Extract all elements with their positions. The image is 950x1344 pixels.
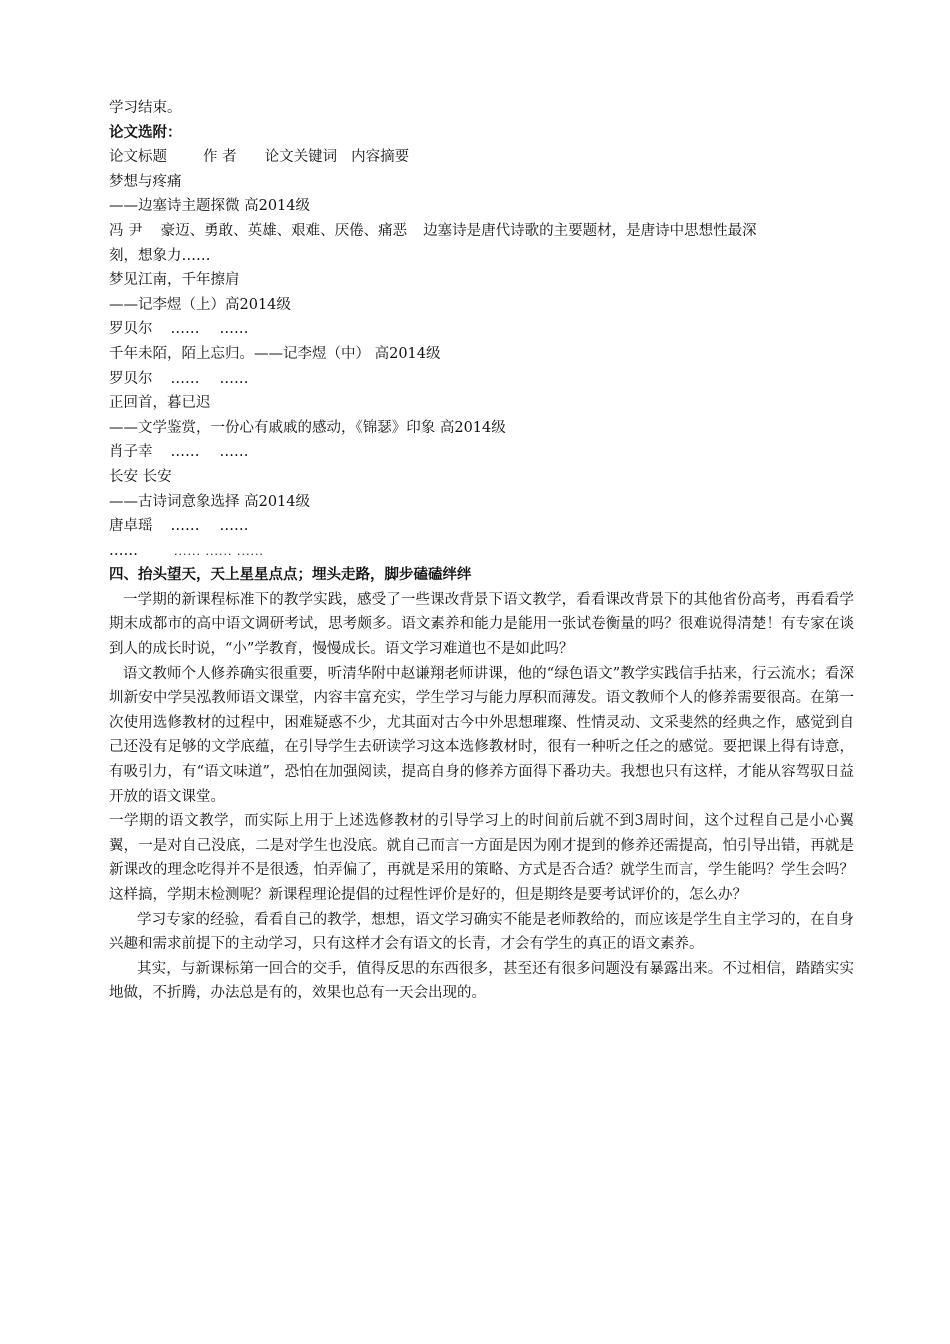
paper-author: 冯 尹	[109, 222, 143, 239]
header-title: 论文标题	[109, 149, 167, 166]
header-author: 作 者	[203, 149, 237, 166]
appendix-heading: 论文选附：	[109, 124, 182, 141]
paper-row	[109, 317, 854, 342]
paper-row	[109, 440, 854, 465]
ellipsis-row	[109, 539, 854, 564]
paper-subtitle: ——文学鉴赏，一份心有戚戚的感动，《锦瑟》印象 高2014级	[109, 419, 506, 436]
table-header	[109, 145, 854, 170]
paper-title: 正回首，暮已迟	[109, 395, 211, 412]
section-4-heading: 四、抬头望天，天上星星点点；埋头走路，脚步磕磕绊绊	[109, 567, 472, 584]
paper-author: 肖子幸	[109, 444, 153, 461]
paper-title: 梦想与疼痛	[109, 173, 182, 190]
paper-row	[109, 514, 854, 539]
paper-abstract-continued: 刻，想象力……	[109, 247, 211, 264]
paper-keywords: ……	[170, 444, 200, 461]
paper-keywords: ……	[170, 518, 200, 535]
paper-subtitle: ——记李煜（上）高2014级	[109, 296, 291, 313]
ellipsis-first: ……	[109, 542, 138, 559]
paper-keywords: ……	[170, 370, 200, 387]
paper-title: 长安 长安	[109, 468, 172, 485]
paragraph: 其实，与新课标第一回合的交手，值得反思的东西很多，甚至还有很多问题没有暴露出来。不过相信，踏踏实实地做，不折腾，办法总是有的，效果也总有一天会出现的。	[109, 960, 854, 1002]
paragraph: 语文教师个人修养确实很重要，听清华附中赵谦翔老师讲课，他的“绿色语文”教学实践信手拈来，行云流水；看深圳新安中学吴泓教师语文课堂，内容丰富充实，学生学习与能力厚积而薄发。语文教师个人的修养需要很高。在第一次使用选修教材的过程中，困难疑惑不少，尤其面对古今中外思想璀璨、性情灵动、文采斐然的经典之作，感觉到自己还没有足够的文学底蕴，在引导学生去研读学习这本选修教材时，很有一种听之任之的感觉。要把课上得有诗意，有吸引力，有“语文味道”，恐怕在加强阅读，提高自身的修养方面得下番功夫。我想也只有这样，才能从容驾驭日益开放的语文课堂。	[109, 665, 854, 805]
paper-abstract: ……	[219, 321, 249, 338]
top-line: 学习结束。	[109, 100, 182, 116]
paper-row	[109, 367, 854, 392]
paper-author: 罗贝尔	[109, 321, 153, 338]
header-keywords: 论文关键词	[264, 149, 338, 166]
paper-keywords: 豪迈、勇敢、英雄、艰难、厌倦、痛恶	[160, 222, 408, 239]
paper-row	[109, 219, 854, 244]
paper-keywords: ……	[170, 321, 200, 338]
paper-title: 梦见江南，千年擦肩	[109, 272, 240, 289]
paper-abstract: ……	[219, 444, 249, 461]
paper-subtitle: ——古诗词意象选择 高2014级	[109, 493, 311, 510]
paragraph: 一学期的新课程标准下的教学实践，感受了一些课改背景下语文教学，看看课改背景下的其他省份高考，再看看学期末成都市的高中语文调研考试，思考颇多。语文素养和能力是能用一张试卷衡量的吗？很难说得清楚！有专家在谈到人的成长时说，“小”学教育，慢慢成长。语文学习难道也不是如此吗？	[109, 591, 854, 658]
paper-abstract: 边塞诗是唐代诗歌的主要题材，是唐诗中思想性最深	[423, 222, 757, 239]
paragraph: 学习专家的经验，看看自己的教学，想想，语文学习确实不能是老师教给的，而应该是学生自主学习的，在自身兴趣和需求前提下的主动学习，只有这样才会有语文的长青，才会有学生的真正的语文素养。	[109, 911, 854, 953]
paper-author: 唐卓瑶	[109, 518, 153, 535]
paragraph: 一学期的语文教学，而实际上用于上述选修教材的引导学习上的时间前后就不到3周时间，这个过程自己是小心翼翼，一是对自己没底，二是对学生也没底。就自己而言一方面是因为刚才提到的修养还需提高，怕引导出错，再就是新课改的理念吃得并不是很透，怕弄偏了，再就是采用的策略、方式是否合适？就学生而言，学生能吗？学生会吗？这样搞，学期末检测呢？新课程理论提倡的过程性评价是好的，但是期终是要考试评价的，怎么办？	[109, 813, 854, 903]
header-abstract: 内容摘要	[351, 149, 410, 166]
paper-subtitle: ——边塞诗主题探微 高2014级	[109, 198, 311, 215]
document-body	[109, 96, 854, 1006]
paper-abstract: ……	[219, 518, 249, 535]
paper-author: 罗贝尔	[109, 370, 153, 387]
ellipsis-rest: ...... ...... ......	[174, 544, 264, 558]
paper-abstract: ……	[219, 370, 249, 387]
paper-title: 千年未陌，陌上忘归。——记李煜（中） 高2014级	[109, 345, 441, 362]
